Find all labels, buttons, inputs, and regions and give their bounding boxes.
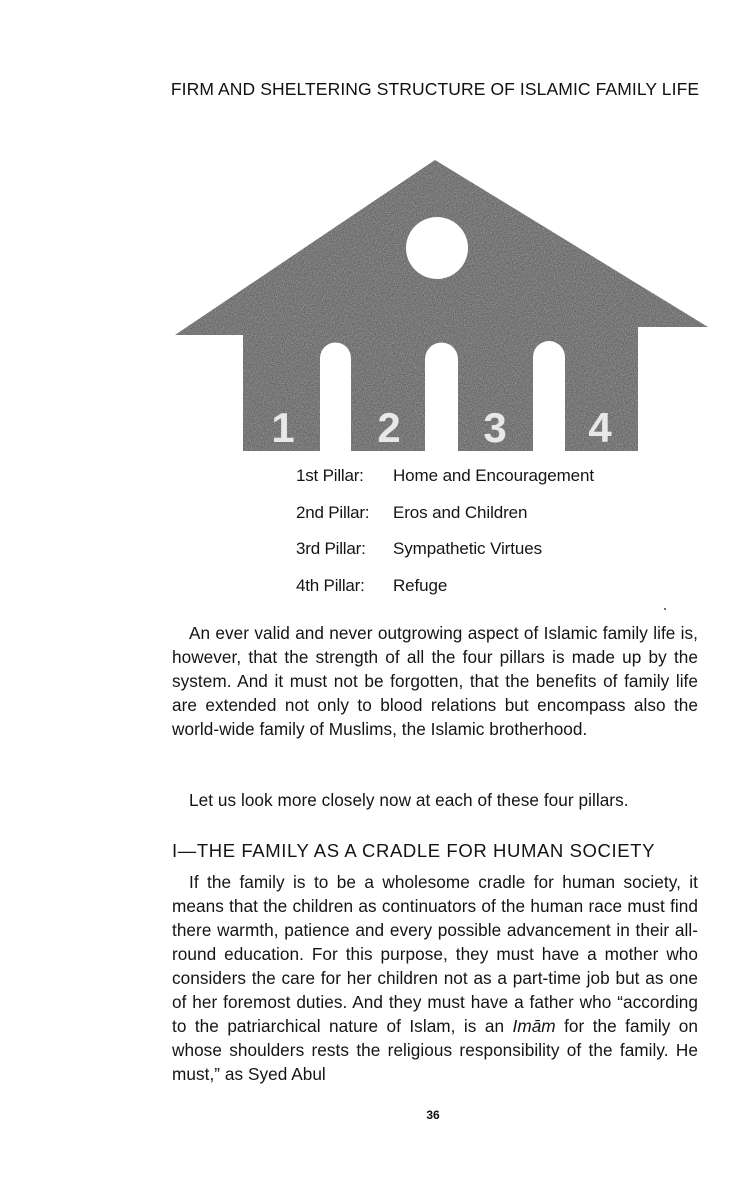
section-paragraph [172,870,698,1086]
pillar-row [296,538,594,575]
text-run: If the family is to be a wholesome cradle for human society, it means that the children as continuators of the human race must find there warmth, patience and every possible advancement in their all-round education. For this purpose, they must have a mother who considers the care for her children not as a part-time job but as one of her foremost duties. And they must have a father who “according to the patriarchical nature of Islam, is an [172,872,698,1036]
text-run: for the family on whose shoulders rests the religious responsibility of the family. He must,” as Syed Abul [172,1016,699,1084]
pillar-label: 1st Pillar: [296,466,364,485]
paragraph-text: Let us look more closely now at each of these four pillars. [189,790,629,810]
pillar-number-4: 4 [588,404,612,451]
pillar-label: 3rd Pillar: [296,539,366,558]
pillar-number-2: 2 [377,404,401,451]
pillar-row [296,465,594,502]
pillar-row [296,575,594,612]
pillar-value: Sympathetic Virtues [393,539,542,558]
pillar-label: 4th Pillar: [296,575,365,595]
pillar-value: Refuge [393,575,448,595]
section-heading: I—THE FAMILY AS A CRADLE FOR HUMAN SOCIETY [172,840,656,861]
pillar-value: Home and Encouragement [393,466,594,485]
pillar-legend [296,465,594,611]
pillar-number-3: 3 [483,404,507,451]
emphasized-term: Imām [512,1016,556,1036]
pillar-value: Eros and Children [393,502,528,522]
intro-paragraph [172,621,698,741]
print-speck [664,608,666,610]
house-shape [175,160,708,451]
paragraph-text [172,870,698,1086]
pillar-label: 2nd Pillar: [296,502,370,522]
house-diagram [0,0,750,470]
pillar-row [296,502,594,539]
page-title: FIRM AND SHELTERING STRUCTURE OF ISLAMIC FAMILY LIFE [170,79,700,99]
page-number: 36 [426,1108,440,1122]
roof-window-circle [406,217,468,279]
paragraph-text: An ever valid and never outgrowing aspect of Islamic family life is, however, that the strength of all the four pillars is made up by the system. And it must not be forgotten, that the benefits of family life are extended not only to blood relations but encompass also the world-wide family of Muslims, the Islamic brotherhood. [172,623,698,739]
pillar-number-1: 1 [271,404,295,451]
transition-paragraph [172,788,698,812]
house-pillars-figure [0,0,750,470]
